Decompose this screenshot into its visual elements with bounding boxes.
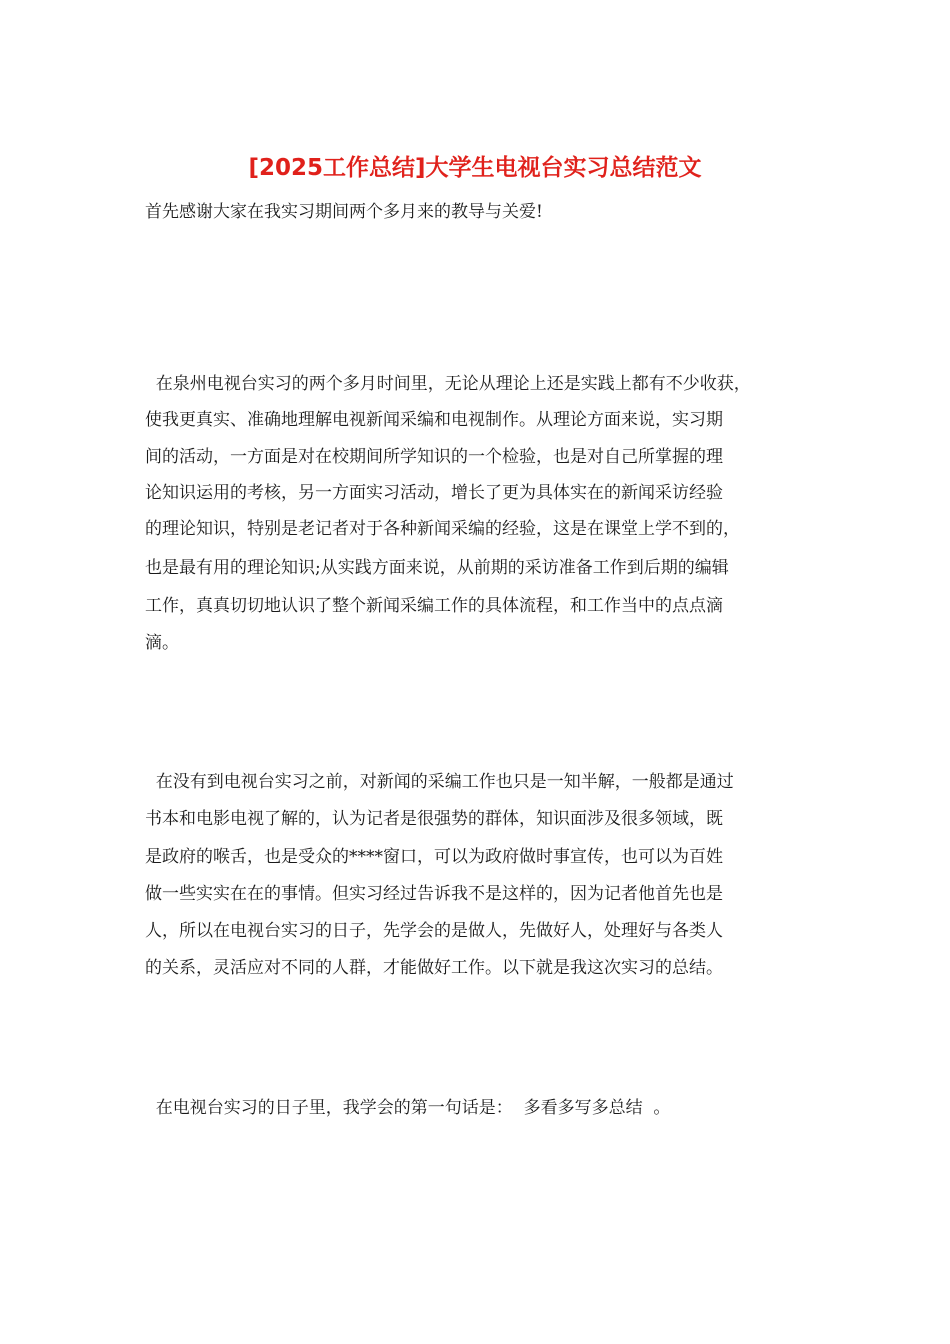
paragraph-2-line-5: 人，所以在电视台实习的日子，先学会的是做人，先做好人，处理好与各类人 bbox=[145, 921, 723, 941]
paragraph-2-line-6: 的关系，灵活应对不同的人群，才能做好工作。以下就是我这次实习的总结。 bbox=[145, 958, 723, 978]
paragraph-1-line-4: 论知识运用的考核，另一方面实习活动，增长了更为具体实在的新闻采访经验 bbox=[145, 483, 723, 503]
intro-line: 首先感谢大家在我实习期间两个多月来的教导与关爱! bbox=[145, 202, 543, 222]
paragraph-1-line-8: 滴。 bbox=[145, 633, 179, 653]
paragraph-2-line-1: 在没有到电视台实习之前，对新闻的采编工作也只是一知半解，一般都是通过 bbox=[145, 772, 734, 792]
paragraph-1-line-3: 间的活动，一方面是对在校期间所学知识的一个检验，也是对自己所掌握的理 bbox=[145, 447, 723, 467]
document-title: [2025工作总结]大学生电视台实习总结范文 bbox=[248, 155, 702, 181]
paragraph-1-line-7: 工作，真真切切地认识了整个新闻采编工作的具体流程，和工作当中的点点滴 bbox=[145, 596, 723, 616]
paragraph-1-line-1: 在泉州电视台实习的两个多月时间里，无论从理论上还是实践上都有不少收获， bbox=[145, 374, 751, 394]
paragraph-1-line-6: 也是最有用的理论知识;从实践方面来说，从前期的采访准备工作到后期的编辑 bbox=[145, 558, 729, 578]
paragraph-3-line-1: 在电视台实习的日子里，我学会的第一句话是： 多看多写多总结 。 bbox=[145, 1098, 671, 1118]
paragraph-2-line-2: 书本和电影电视了解的，认为记者是很强势的群体，知识面涉及很多领域，既 bbox=[145, 809, 723, 829]
paragraph-1-line-2: 使我更真实、准确地理解电视新闻采编和电视制作。从理论方面来说，实习期 bbox=[145, 410, 723, 430]
paragraph-1-line-5: 的理论知识，特别是老记者对于各种新闻采编的经验，这是在课堂上学不到的， bbox=[145, 519, 740, 539]
paragraph-2-line-3: 是政府的喉舌，也是受众的****窗口，可以为政府做时事宣传，也可以为百姓 bbox=[145, 847, 723, 867]
paragraph-2-line-4: 做一些实实在在的事情。但实习经过告诉我不是这样的，因为记者他首先也是 bbox=[145, 884, 723, 904]
